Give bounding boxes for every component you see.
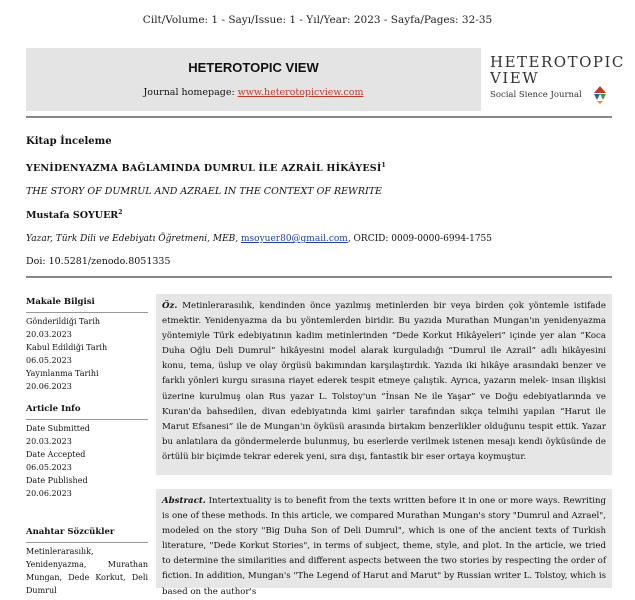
gonderildigi-date: 20.03.2023 bbox=[26, 330, 72, 339]
kabul-date: 06.05.2023 bbox=[26, 356, 72, 365]
author-email-link[interactable]: msoyuer80@gmail.com bbox=[241, 234, 348, 244]
english-abstract-box bbox=[156, 489, 612, 597]
journal-header-box bbox=[26, 48, 481, 111]
affiliation-text: Yazar, Türk Dili ve Edebiyatı Öğretmeni, MEB, bbox=[26, 234, 242, 244]
accepted-label: Date Accepted bbox=[26, 450, 86, 459]
yayin-label: Yayınlanma Tarihi bbox=[26, 369, 99, 378]
published-date: 20.06.2023 bbox=[26, 489, 72, 498]
title-footnote-mark[interactable]: 1 bbox=[381, 162, 386, 169]
logo-diamond-right bbox=[600, 94, 606, 100]
accepted-date: 06.05.2023 bbox=[26, 463, 72, 472]
oz-abstract-box bbox=[156, 294, 612, 475]
logo-line-2: VIEW bbox=[490, 69, 540, 87]
oz-text: Metinlerarasılık, kendinden önce yazılmış metinlerden bir veya birden çok yöntemle istifade etmektir. Yenidenyazma da bu yöntemlerden biridir. Bu yazıda Murathan Mungan'ın yenidenyazma yöntemiyle Türk edebiyatının kadim metinlerinden “Dede Korkut Hikâyeleri” içinde yer alan “Koca Duha Oğlu Deli Dumrul” hikâyesini model alarak kurguladığı “Dumrul ile Azrail” adlı hikâyesini konu, tema, üslup ve olay örgüsü bakımından karşılaştırdık. Yazıda iki hikâye arasındaki benzer ve farklı yönleri kurgu sırasına riayet ederek tespit etmeye çalıştık. Ayrıca, yazarın melek- insan ilişkisi üzerine kurulmuş olan Rus yazar L. Tolstoy'un “İnsan Ne ile Yaşar” ve Doğu edebiyatlarında ve Kuran'da bahsedilen, divan edebiyatında kimi şairler tarafından sıkça telmihi yapılan “Harut ile Marut Efsanesi” ile de Mungan'ın öyküsü arasında birtakım benzerlikler olduğunu tespit ettik. Yazar bu anlatılara da göndermelerde bulunmuş, bu eserlerde verilmek istenen mesajı kendi öyküsünde de örtülü bir biçimde tekrar ederek yeni, sıra dışı, fantastik bir eser ortaya koymuştur. bbox=[162, 301, 606, 462]
keywords-list: Metinlerarasılık, Yenidenyazma, Murathan Mungan, Dede Korkut, Deli Dumrul bbox=[26, 547, 148, 595]
makale-bilgisi-heading: Makale Bilgisi bbox=[26, 297, 95, 307]
journal-logo bbox=[487, 48, 625, 111]
author-affiliation bbox=[26, 234, 492, 244]
article-info-heading: Article Info bbox=[26, 404, 81, 414]
header-divider bbox=[26, 116, 612, 118]
gonderildigi-label: Gönderildiği Tarih bbox=[26, 317, 101, 326]
author-orcid: , ORCID: 0009-0000-6994-1755 bbox=[347, 234, 492, 244]
submitted-date: 20.03.2023 bbox=[26, 437, 72, 446]
abstract-label: Abstract. bbox=[162, 496, 206, 506]
article-title-tr bbox=[26, 162, 386, 174]
keywords-heading: Anahtar Sözcükler bbox=[26, 527, 115, 537]
logo-diamond-top bbox=[594, 86, 606, 93]
journal-title: HETEROTOPIC VIEW bbox=[188, 60, 319, 75]
metadata-divider bbox=[26, 276, 612, 278]
author-footnote-mark[interactable]: 2 bbox=[118, 209, 123, 216]
kabul-label: Kabul Edildiği Tarih bbox=[26, 343, 108, 352]
homepage-label: Journal homepage: bbox=[143, 87, 238, 98]
logo-line-1: HETEROTOPIC bbox=[490, 53, 625, 71]
logo-diamond-left bbox=[594, 94, 600, 100]
article-title-en: THE STORY OF DUMRUL AND AZRAEL IN THE CONTEXT OF REWRITE bbox=[26, 186, 382, 197]
author-name-text: Mustafa SOYUER bbox=[26, 210, 119, 222]
submitted-label: Date Submitted bbox=[26, 424, 90, 433]
yayin-date: 20.06.2023 bbox=[26, 382, 72, 391]
logo-subtitle: Social Sience Journal bbox=[490, 90, 582, 100]
sidebar-spacer bbox=[26, 393, 148, 403]
article-doi[interactable]: Doi: 10.5281/zenodo.8051335 bbox=[26, 256, 171, 267]
issue-line: Cilt/Volume: 1 - Sayı/Issue: 1 - Yıl/Year: 2023 - Sayfa/Pages: 32-35 bbox=[142, 14, 493, 26]
sidebar-spacer bbox=[26, 500, 148, 526]
article-type: Kitap İnceleme bbox=[26, 136, 112, 147]
published-label: Date Published bbox=[26, 476, 88, 485]
abstract-text: Intertextuality is to benefit from the texts written before it in one or more ways. Rewriting is one of these methods. In this article, we compared Murathan Mungan's story "Dumrul and Azrael", modeled on the story "Big Duha Son of Deli Dumrul", which is one of the ancient texts of Turkish literature, "Dede Korkut Stories", in terms of subject, theme, style, and plot. In the article, we tried to determine the similarities and different aspects between the two stories by respecting the order of fiction. In addition, Mungan's "The Legend of Harut and Marut" by Russian writer L. Tolstoy, which is based on the author's bbox=[162, 496, 606, 597]
logo-diamond-icon bbox=[590, 85, 610, 105]
title-tr-text: YENİDENYAZMA BAĞLAMINDA DUMRUL İLE AZRAİL HİKÂYESİ bbox=[26, 163, 382, 175]
oz-label: Öz. bbox=[162, 301, 178, 311]
logo-diamond-bottom bbox=[597, 101, 603, 104]
sidebar-divider bbox=[26, 542, 148, 543]
sidebar-divider bbox=[26, 419, 148, 420]
homepage-link[interactable]: www.heterotopicview.com bbox=[237, 87, 364, 98]
article-info-sidebar bbox=[26, 296, 148, 597]
journal-homepage bbox=[26, 87, 481, 98]
sidebar-divider bbox=[26, 312, 148, 313]
author-name bbox=[26, 209, 122, 221]
